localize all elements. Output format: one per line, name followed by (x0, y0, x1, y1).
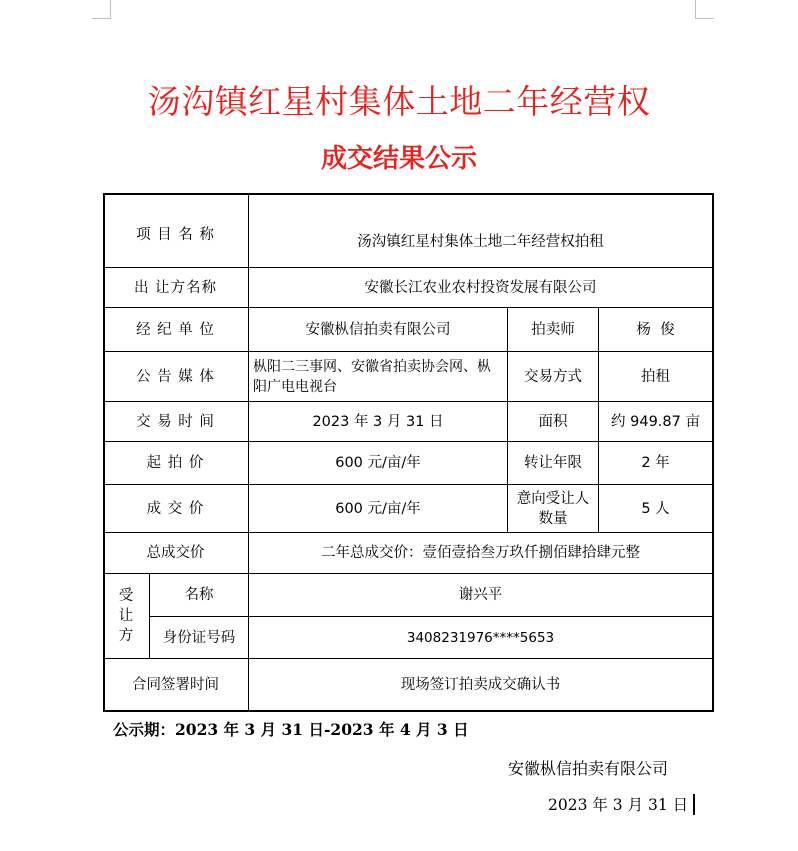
agency-label: 经 纪 单 位 (136, 321, 215, 338)
title-line-2: 成交结果公示 (320, 144, 477, 174)
title-line-1: 汤沟镇红星村集体土地二年经营权 (147, 82, 651, 121)
company-signature: 安徽枞信拍卖有限公司 (508, 759, 669, 778)
auctioneer-value: 杨 俊 (636, 321, 675, 338)
signature-date: 2023 年 3 月 31 日 (548, 796, 689, 814)
project-name-value: 汤沟镇红星村集体土地二年经营权拍租 (357, 234, 604, 250)
trade-method-label: 交易方式 (524, 368, 582, 385)
bidders-label: 意向受让人数量 (516, 490, 590, 527)
trade-time-label: 交 易 时 间 (136, 413, 215, 430)
name-label: 名称 (184, 587, 214, 603)
crop-mark-left (92, 0, 111, 19)
agency-value: 安徽枞信拍卖有限公司 (305, 321, 451, 338)
total-label: 总成交价 (146, 545, 205, 561)
media-value: 枞阳二三事网、安徽省拍卖协会网、枞阳广电电视台 (253, 358, 491, 395)
text-cursor (693, 794, 695, 815)
years-label: 转让年限 (524, 455, 582, 471)
trade-method-value: 拍租 (641, 368, 670, 385)
project-name-label: 项 目 名 称 (136, 227, 215, 243)
transferor-label: 出 让方名称 (133, 279, 218, 296)
area-value: 约 949.87 亩 (611, 413, 700, 430)
start-price-value: 600 元/亩/年 (335, 455, 421, 471)
trade-time-value: 2023 年 3 月 31 日 (312, 413, 444, 430)
deal-price-value: 600 元/亩/年 (335, 500, 421, 517)
area-label: 面积 (538, 413, 568, 430)
years-value: 2 年 (641, 455, 670, 471)
id-value: 3408231976****5653 (406, 629, 555, 646)
notice-period: 公示期：2023 年 3 月 31 日-2023 年 4 月 3 日 (113, 720, 469, 739)
auctioneer-label: 拍卖师 (531, 321, 575, 338)
crop-mark-right (695, 0, 714, 19)
transferee-label: 受让方 (118, 588, 134, 644)
deal-price-label: 成 交 价 (146, 500, 205, 517)
start-price-label: 起 拍 价 (146, 455, 205, 471)
transferor-value: 安徽长江农业农村投资发展有限公司 (364, 279, 597, 296)
media-label: 公 告 媒 体 (136, 368, 215, 385)
name-value: 谢兴平 (458, 587, 503, 603)
id-label: 身份证号码 (162, 629, 236, 646)
total-value: 二年总成交价：壹佰壹拾叁万玖仟捌佰肆拾肆元整 (321, 545, 640, 561)
bidders-value: 5 人 (641, 500, 670, 517)
sign-time-value: 现场签订拍卖成交确认书 (400, 676, 561, 693)
result-table (103, 193, 714, 712)
sign-time-label: 合同签署时间 (132, 676, 219, 693)
